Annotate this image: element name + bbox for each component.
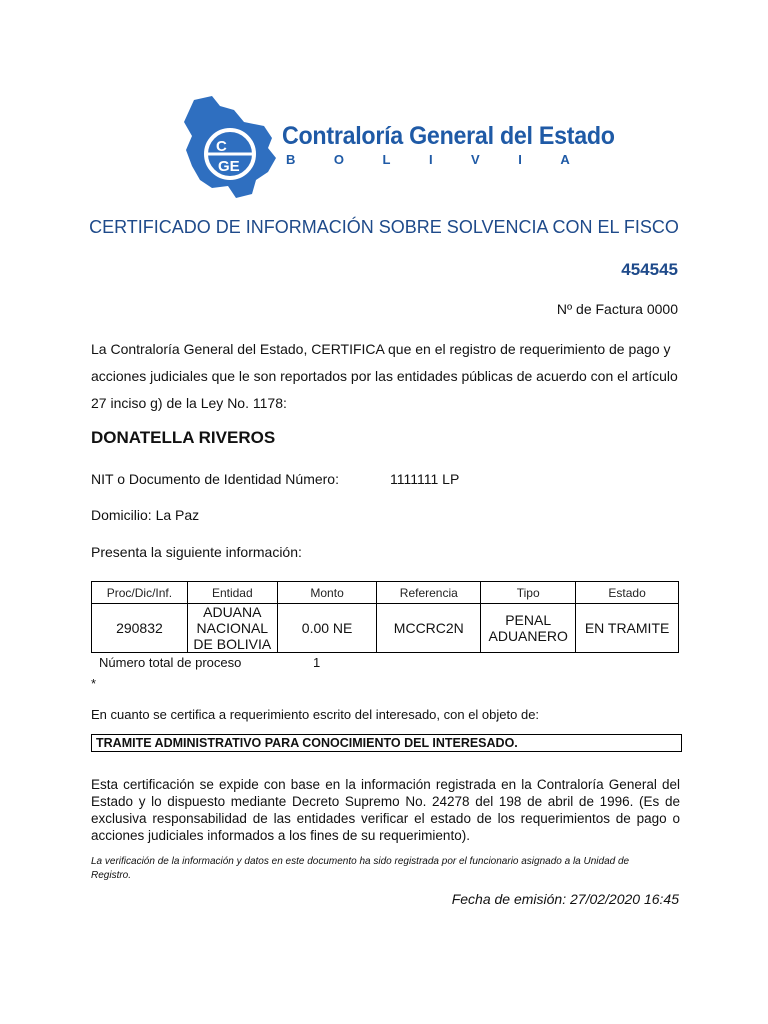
total-process-value: 1 <box>313 655 321 670</box>
svg-text:C: C <box>216 138 227 155</box>
nit-label: NIT o Documento de Identidad Número: <box>91 471 339 487</box>
registry-note: La verificación de la información y datos en este documento ha sido registrada por el funcionario asignado a la Unidad de Registro. <box>91 856 630 881</box>
legal-paragraph: Esta certificación se expide con base en la información registrada en la Contraloría General del Estado y lo dispuesto mediante Decreto Supremo No. 24278 del 198 de abril de 1996. (Es de exclusiva responsabilidad de las entidades verificar el estado de los requerimientos de pago o acciones judiciales informados a los fines de su requerimiento). <box>91 777 680 843</box>
header-proc: Proc/Dic/Inf. <box>92 582 188 604</box>
cell-tipo: PENAL ADUANERO <box>481 604 576 653</box>
cell-entidad: ADUANA NACIONAL DE BOLIVIA <box>187 604 277 653</box>
table-row <box>92 604 679 653</box>
nit-value: 1111111 LP <box>390 471 460 487</box>
objeto-intro: En cuanto se certifica a requerimiento escrito del interesado, con el objeto de: <box>91 707 540 722</box>
document-title: CERTIFICADO DE INFORMACIÓN SOBRE SOLVENCIA CON EL FISCO <box>89 217 679 237</box>
header-referencia: Referencia <box>377 582 481 604</box>
intro-paragraph: La Contraloría General del Estado, CERTIFICA que en el registro de requerimiento de pago y acciones judiciales que le son reportados por las entidades públicas de acuerdo con el artículo 27 inciso g) de la Ley No. 1178: <box>91 341 678 411</box>
cell-monto: 0.00 NE <box>277 604 377 653</box>
issue-date: Fecha de emisión: 27/02/2020 16:45 <box>451 891 679 907</box>
header-monto: Monto <box>277 582 377 604</box>
cell-estado: EN TRAMITE <box>576 604 679 653</box>
header-estado: Estado <box>576 582 679 604</box>
header-entidad: Entidad <box>187 582 277 604</box>
cell-proc: 290832 <box>92 604 188 653</box>
logo-title: Contraloría General del Estado <box>282 122 615 150</box>
invoice-number: Nº de Factura 0000 <box>556 301 678 317</box>
certificate-number: 454545 <box>621 260 678 279</box>
header-tipo: Tipo <box>481 582 576 604</box>
person-name: DONATELLA RIVEROS <box>91 428 276 447</box>
domicilio: Domicilio: La Paz <box>91 507 200 523</box>
cell-referencia: MCCRC2N <box>377 604 481 653</box>
table-header-row <box>92 582 679 604</box>
presenta-label: Presenta la siguiente información: <box>91 544 302 560</box>
asterisk: * <box>91 676 97 691</box>
bolivia-map-seal-icon <box>182 96 282 200</box>
info-table <box>91 581 679 653</box>
objeto-box: TRAMITE ADMINISTRATIVO PARA CONOCIMIENTO DEL INTERESADO. <box>91 734 682 752</box>
total-process-label: Número total de proceso <box>99 655 242 670</box>
logo-subtitle: BOLIVIA <box>286 152 609 167</box>
svg-text:GE: GE <box>218 158 240 175</box>
logo <box>182 96 615 200</box>
